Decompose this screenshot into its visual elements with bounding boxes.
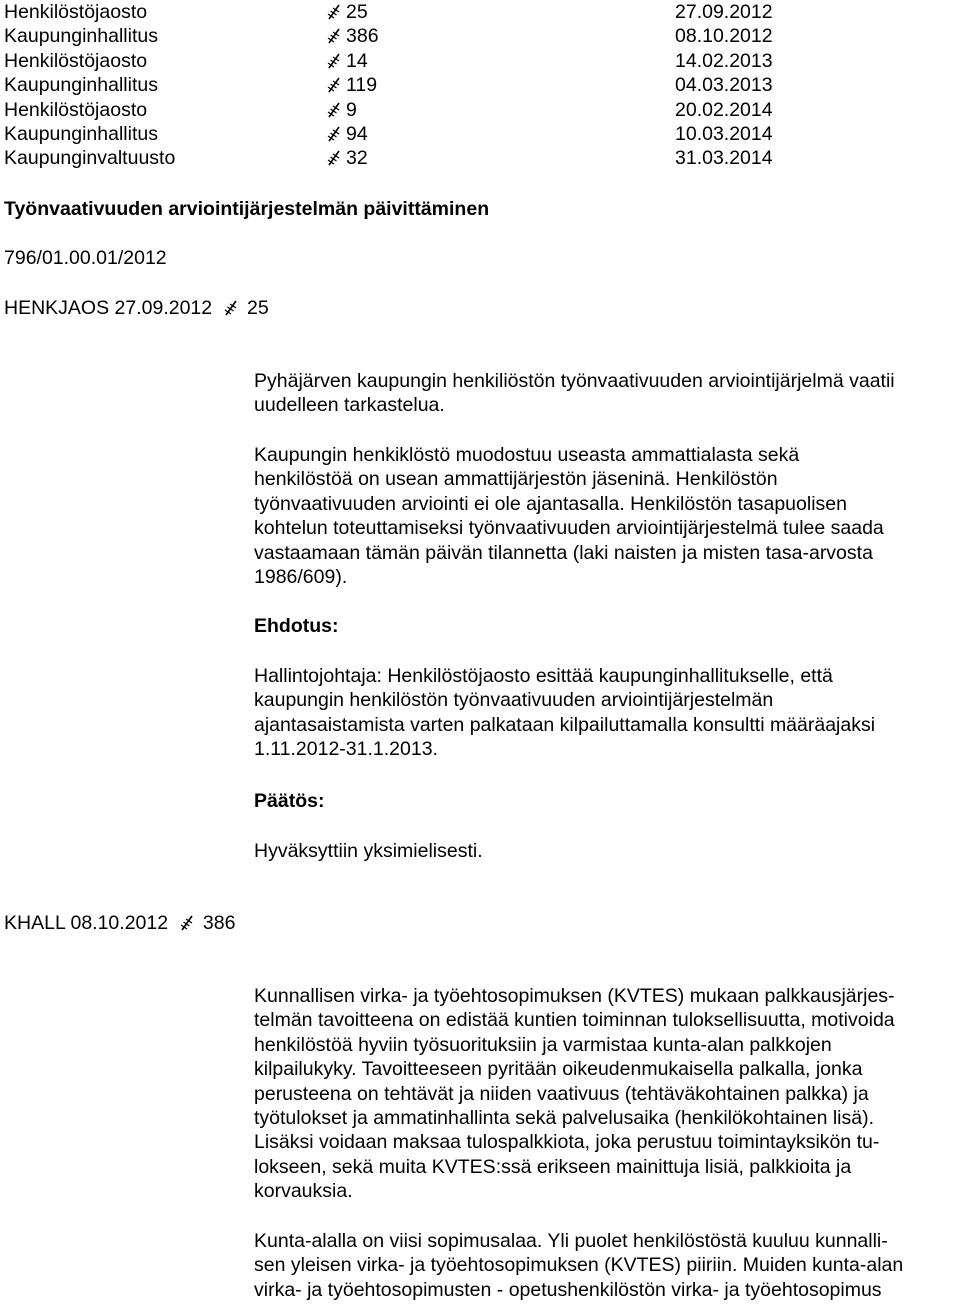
paragraph xyxy=(254,369,960,418)
paragraph xyxy=(254,664,960,762)
history-org: Kaupunginhallitus xyxy=(4,25,158,48)
text-line: ajantasaistamista varten palkataan kilpailuttamalla konsultti määräajaksi xyxy=(254,713,876,736)
history-row xyxy=(0,146,960,170)
text-line: lokseen, sekä muita KVTES:ssä erikseen mainittuja lisiä, palkkioita ja xyxy=(254,1155,852,1178)
history-date: 20.02.2014 xyxy=(675,98,773,121)
text-line: työtulokset ja ammatinhallinta sekä palvelusaika (henkilökohtainen lisä). xyxy=(254,1106,875,1129)
history-number: 32 xyxy=(346,147,368,170)
diary-number: 796/01.00.01/2012 xyxy=(4,247,167,269)
history-date: 14.02.2013 xyxy=(675,49,773,72)
history-number: 25 xyxy=(346,1,368,23)
history-org: Henkilöstöjaosto xyxy=(4,98,148,121)
section-reference xyxy=(4,911,235,935)
section-reference xyxy=(4,296,269,320)
history-row xyxy=(0,49,960,73)
text-line: työnvaativuuden arviointi ei ole ajantasalla. Henkilöstön tasapuolisen xyxy=(254,492,847,515)
paragraph-sign-icon xyxy=(325,101,343,119)
text-line: perusteena on tehtävät ja niiden vaativuus (tehtäväkohtainen palkka) ja xyxy=(254,1082,869,1105)
text-line: sen yleisen virka- ja työehtosopimuksen (KVTES) piiriin. Muiden kunta-alan xyxy=(254,1254,904,1277)
text-line: telmän tavoitteena on edistää kuntien toiminnan tuloksellisuutta, motivoida xyxy=(254,1009,895,1032)
history-org: Kaupunginhallitus xyxy=(4,74,158,97)
history-date: 08.10.2012 xyxy=(675,25,773,48)
text-line: Lisäksi voidaan maksaa tulospalkkiota, joka perustuu toimintayksikön tu- xyxy=(254,1131,880,1154)
text-line: virka- ja työehtosopimusten - opetushenkilöstön virka- ja työehtosopimus xyxy=(254,1278,882,1301)
paragraph-sign-icon xyxy=(325,76,343,94)
history-number: 94 xyxy=(346,123,368,145)
text-line: kilpailukyky. Tavoitteeseen pyritään oikeudenmukaisella palkalla, jonka xyxy=(254,1058,863,1081)
history-row xyxy=(0,122,960,146)
text-line: henkilöstöä on usean ammattijärjestön jäseninä. Henkilöstön xyxy=(254,468,778,491)
proposal-label-text: Ehdotus: xyxy=(254,615,339,637)
paragraph xyxy=(254,1229,960,1302)
section-reference-prefix: HENKJAOS 27.09.2012 xyxy=(4,297,213,319)
history-date: 27.09.2012 xyxy=(675,1,773,23)
paragraph-sign-icon xyxy=(325,3,343,21)
text-line: henkilöstöä hyviin työsuorituksiin ja varmistaa kunta-alan palkkojen xyxy=(254,1033,832,1056)
text-line: 1986/609). xyxy=(254,565,348,588)
text-line: Kunta-alalla on viisi sopimusalaa. Yli puolet henkilöstöstä kuuluu kunnalli- xyxy=(254,1230,888,1252)
paragraph xyxy=(254,984,960,1204)
history-date: 04.03.2013 xyxy=(675,74,773,97)
history-number: 14 xyxy=(346,49,368,72)
text-line: kohtelun toteuttamiseksi työnvaativuuden arviointijärjestelmä tulee saada xyxy=(254,517,884,540)
history-row xyxy=(0,98,960,122)
text-line: Kaupungin henkiklöstö muodostuu useasta ammattialasta sekä xyxy=(254,444,800,466)
text-line: Kunnallisen virka- ja työehtosopimuksen (KVTES) mukaan palkkausjärjes- xyxy=(254,985,895,1007)
history-date: 10.03.2014 xyxy=(675,123,773,145)
decision-text: Hyväksyttiin yksimielisesti. xyxy=(254,840,483,862)
text-line: Pyhäjärven kaupungin henkiliöstön työnvaativuuden arviointijärjelmä vaatii xyxy=(254,370,895,392)
text-line: korvauksia. xyxy=(254,1180,353,1203)
history-org: Kaupunginvaltuusto xyxy=(4,147,176,170)
paragraph-sign-icon xyxy=(325,149,343,167)
paragraph-sign-icon xyxy=(325,52,343,70)
text-line: vastaamaan tämän päivän tilannetta (laki naisten ja misten tasa-arvosta xyxy=(254,541,873,564)
text-line: kaupungin henkilöstön työnvaativuuden arviointijärjestelmän xyxy=(254,689,774,712)
history-row xyxy=(0,24,960,48)
history-org: Kaupunginhallitus xyxy=(4,123,158,145)
paragraph-sign-icon xyxy=(222,299,240,317)
history-number: 386 xyxy=(346,25,379,48)
history-number: 119 xyxy=(346,74,378,97)
document-title: Työnvaativuuden arviointijärjestelmän päivittäminen xyxy=(4,198,490,220)
text-line: Hallintojohtaja: Henkilöstöjaosto esittää kaupunginhallitukselle, että xyxy=(254,665,833,687)
paragraph-sign-icon xyxy=(325,125,343,143)
history-row xyxy=(0,0,960,24)
history-org: Henkilöstöjaosto xyxy=(4,1,148,23)
history-org: Henkilöstöjaosto xyxy=(4,49,148,72)
paragraph-sign-icon xyxy=(178,914,196,932)
section-reference-number: 386 xyxy=(202,912,236,934)
text-line: 1.11.2012-31.1.2013. xyxy=(254,738,438,761)
decision-label: Päätös: xyxy=(254,790,325,812)
paragraph-sign-icon xyxy=(325,27,343,45)
text-line: uudelleen tarkastelua. xyxy=(254,394,445,417)
history-number: 9 xyxy=(346,98,357,121)
history-row xyxy=(0,73,960,97)
paragraph xyxy=(254,443,960,589)
section-reference-number: 25 xyxy=(246,297,269,319)
history-date: 31.03.2014 xyxy=(675,147,773,170)
proposal-label xyxy=(254,614,338,638)
section-reference-prefix: KHALL 08.10.2012 xyxy=(4,912,169,934)
